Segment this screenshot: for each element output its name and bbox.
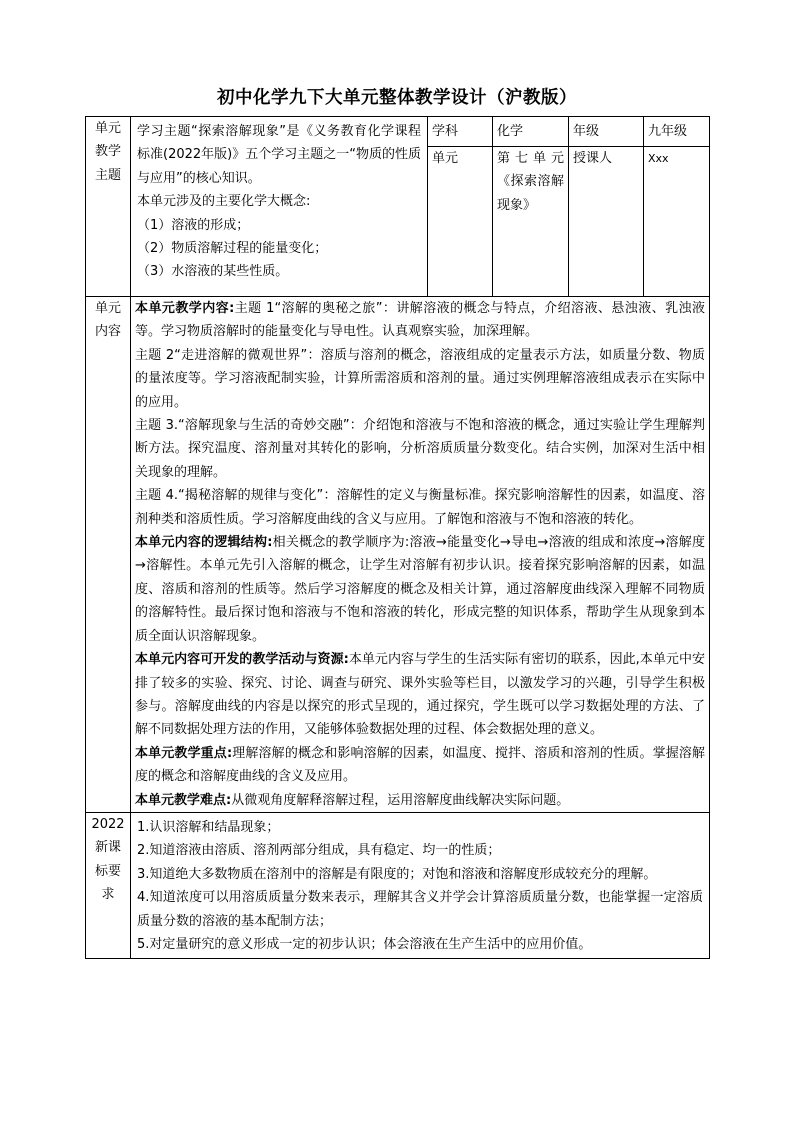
unit-theme-cell bbox=[131, 117, 428, 297]
theme-intro: 学习主题“探索溶解现象”是《义务教育化学课程标准(2022年版)》五个学习主题之一“物质的性质与应用”的核心知识。 bbox=[137, 124, 421, 186]
curriculum-cell bbox=[131, 812, 710, 958]
curriculum-label bbox=[86, 812, 131, 958]
theme-concepts-heading: 本单元涉及的主要化学大概念: bbox=[137, 194, 311, 210]
difficulties-text: 从微观角度解释溶解过程，运用溶解度曲线解决实际问题。 bbox=[231, 792, 570, 808]
content-theme-2: 主题 2“走进溶解的微观世界”：溶质与溶剂的概念，溶液组成的定量表示方法，如质量分数、物质的量浓度等。学习溶液配制实验，计算所需溶质和溶剂的量。通过实例理解溶液组成表示在实际中的应用。 bbox=[135, 347, 705, 410]
theme-concept-1: （1）溶液的形成； bbox=[137, 217, 250, 233]
content-lead: 本单元教学内容: bbox=[135, 301, 235, 316]
key-points-text: 理解溶解的概念和影响溶解的因素，如温度、搅拌、溶质和溶剂的性质。掌握溶解度的概念和溶解度曲线的含义及应用。 bbox=[135, 745, 705, 785]
theme-concept-2: （2）物质溶解过程的能量变化； bbox=[137, 241, 328, 257]
key-points-lead: 本单元教学重点: bbox=[135, 745, 233, 761]
unit-value: 第七单元《探索溶解现象》 bbox=[493, 147, 569, 297]
unit-content-label-text: 单元 内容 bbox=[94, 301, 121, 340]
subject-label: 学科 bbox=[428, 117, 493, 147]
content-theme-4: 主题 4.“揭秘溶解的规律与变化”：溶解性的定义与衡量标准。探究影响溶解性的因素，如温度、溶剂种类和溶质性质。学习溶解度曲线的含义与应用。了解饱和溶液与不饱和溶液的转化。 bbox=[135, 488, 705, 527]
requirement-3: 3.知道绝大多数物质在溶剂中的溶解是有限度的；对饱和溶液和溶解度形成较充分的理解。 bbox=[137, 866, 657, 882]
logic-lead: 本单元内容的逻辑结构: bbox=[135, 535, 273, 551]
teacher-label: 授课人 bbox=[569, 147, 644, 297]
page-title: 初中化学九下大单元整体教学设计（沪教版） bbox=[217, 88, 577, 108]
activity-lead: 本单元内容可开发的教学活动与资源: bbox=[135, 652, 349, 668]
requirement-4: 4.知道浓度可以用溶质质量分数来表示，理解其含义并学会计算溶质质量分数，也能掌握一定溶质质量分数的溶液的基本配制方法； bbox=[137, 890, 703, 929]
content-theme-1: 主题 1“溶解的奥秘之旅”：讲解溶液的概念与特点，介绍溶液、悬浊液、乳浊液等。学习物质溶解时的能量变化与导电性。认真观察实验，加深理解。 bbox=[135, 301, 705, 340]
lesson-design-table bbox=[85, 116, 710, 959]
subject-value: 化学 bbox=[493, 117, 569, 147]
theme-concept-3: （3）水溶液的某些性质。 bbox=[137, 264, 289, 280]
teacher-value: Xxx bbox=[644, 147, 710, 297]
unit-label: 单元 bbox=[428, 147, 493, 297]
difficulties-lead: 本单元教学难点: bbox=[135, 792, 232, 808]
unit-content-cell bbox=[131, 297, 710, 813]
logic-text: 相关概念的教学顺序为:溶液→能量变化→导电→溶液的组成和浓度→溶解度→溶解性。本单元先引入溶解的概念，让学生对溶解有初步认识。接着探究影响溶解的因素，如温度、溶质和溶剂的性质等。然后学习溶解度的概念及相关计算，通过溶解度曲线深入理解不同物质的溶解特性。最后探讨饱和溶液与不饱和溶液的转化，形成完整的知识体系，帮助学生从现象到本质全面认识溶解现象。 bbox=[135, 535, 705, 644]
unit-theme-label bbox=[86, 117, 131, 297]
requirement-5: 5.对定量研究的意义形成一定的初步认识；体会溶液在生产生活中的应用价值。 bbox=[137, 936, 592, 952]
curriculum-label-text: 2022 新课 标要 求 bbox=[91, 816, 125, 903]
unit-content-label bbox=[86, 297, 131, 813]
content-theme-3: 主题 3.“溶解现象与生活的奇妙交融”：介绍饱和溶液与不饱和溶液的概念，通过实验让学生理解判断方法。探究温度、溶剂量对其转化的影响，分析溶质质量分数变化。结合实例，加深对生活中相关现象的理解。 bbox=[135, 418, 705, 480]
unit-theme-label-text: 单元 教学 主题 bbox=[94, 121, 121, 183]
requirement-2: 2.知道溶液由溶质、溶剂两部分组成，具有稳定、均一的性质； bbox=[137, 843, 501, 859]
requirement-1: 1.认识溶解和结晶现象； bbox=[137, 819, 280, 835]
grade-label: 年级 bbox=[569, 117, 644, 147]
grade-value: 九年级 bbox=[644, 117, 710, 147]
activity-text: 本单元内容与学生的生活实际有密切的联系，因此,本单元中安排了较多的实验、探究、讨论、调查与研究、课外实验等栏目，以激发学习的兴趣，引导学生积极参与。溶解度曲线的内容是以探究的形式呈现的，通过探究，学生既可以学习数据处理的方法、了解不同数据处理方法的作用，又能够体验数据处理的过程、体会数据处理的意义。 bbox=[135, 652, 705, 738]
